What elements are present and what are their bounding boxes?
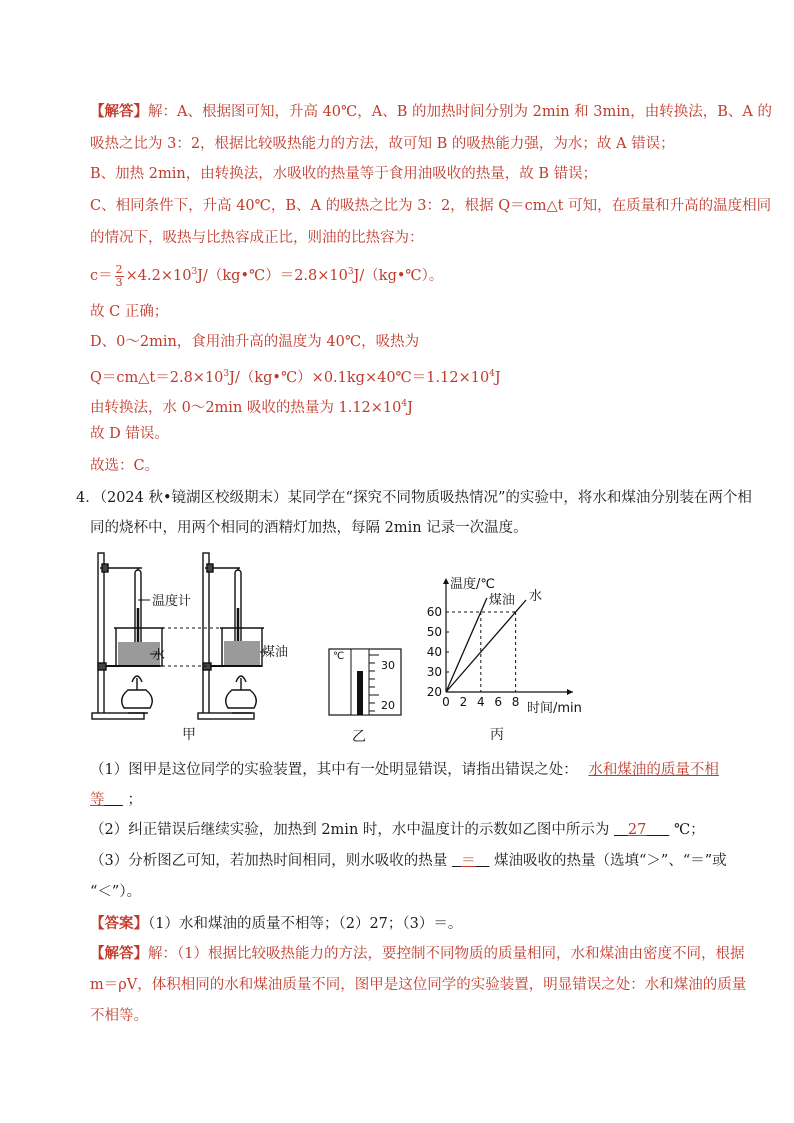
- solution-line-2: 吸热之比为 3：2，根据比较吸热能力的方法，故可知 B 的吸热能力强，为水；故 A 错误；: [90, 136, 675, 152]
- y-axis-arrow: [443, 578, 449, 584]
- solution-line-1: [90, 102, 772, 122]
- label-kerosene: 煤油: [262, 645, 289, 660]
- fraction: [115, 264, 124, 289]
- q3-line: [90, 851, 727, 871]
- solution-tag: 【解答】: [90, 103, 148, 120]
- x-tick-label: 6: [494, 695, 503, 709]
- q1-answer: 水和煤油的质量不相: [588, 762, 719, 778]
- thermometer-tick-20: 20: [381, 699, 395, 712]
- question-text: （2024 秋•镜湖区校级期末）某同学在“探究不同物质吸热情况”的实验中，将水和煤油分别装在两个相: [99, 490, 752, 506]
- y-tick-label: 30: [426, 665, 442, 679]
- formula-c: [90, 262, 443, 289]
- exponent: 3: [223, 369, 230, 379]
- y-axis-label: 温度/℃: [450, 577, 495, 592]
- y-tick-label: 20: [426, 685, 442, 699]
- solution-line-5: 的情况下，吸热与比热容成正比，则油的比热容为：: [90, 230, 424, 246]
- question-4-line-2: 同的烧杯中，用两个相同的酒精灯加热，每隔 2min 记录一次温度。: [90, 520, 528, 536]
- thermometer-unit: ℃: [333, 651, 345, 662]
- formula-q: [90, 364, 501, 388]
- q1-line: [90, 760, 719, 780]
- apparatus-figure: [90, 548, 290, 738]
- temperature-chart: [420, 574, 610, 724]
- q3-answer: ＝: [461, 853, 476, 869]
- solution2-line-2: m＝ρV，体积相同的水和煤油质量不同，图甲是这位同学的实验装置，明显错误之处：水和煤油的质量: [90, 977, 747, 993]
- answer-tag: 【答案】: [90, 915, 148, 932]
- q3-line-2: “＜”）。: [90, 884, 142, 900]
- formula-part: 由转换法，水 0～2min 吸收的热量为 1.12×10: [90, 400, 402, 416]
- q1-end: ；: [127, 792, 143, 808]
- fraction-numerator: 2: [115, 262, 123, 276]
- formula-part: ×4.2×10: [125, 268, 192, 284]
- x-axis-label: 时间/min: [527, 701, 582, 716]
- series-label: 煤油: [488, 593, 515, 608]
- series-line-water: [446, 600, 526, 692]
- solution2-line-3: 不相等。: [90, 1008, 148, 1024]
- formula-part: J: [407, 400, 413, 416]
- q3-text: （3）分析图乙可知，若加热时间相同，则水吸收的热量: [90, 853, 448, 869]
- y-tick-label: 60: [426, 605, 442, 619]
- exponent: 3: [347, 267, 354, 277]
- d-wrong: 故 D 错误。: [90, 426, 169, 442]
- caption-jia: 甲: [182, 727, 196, 743]
- solution2-line-1: [90, 944, 744, 964]
- y-tick-label: 50: [426, 625, 442, 639]
- formula-part: J/（kg•℃）×0.1kg×40℃＝1.12×10: [229, 370, 490, 386]
- exponent: 3: [191, 267, 198, 277]
- water-heat-line: [90, 394, 413, 418]
- q1-line-2: [90, 790, 142, 810]
- solution-text: 解：A、根据图可知，升高 40℃，A、B 的加热时间分别为 2min 和 3min，由转换法，B、A 的: [148, 104, 772, 120]
- series-label: 水: [529, 589, 543, 604]
- q3-text-cont: 煤油吸收的热量（选填“＞”、“＝”或: [494, 853, 727, 869]
- answer-line: [90, 914, 462, 934]
- q1-answer-cont: 等: [90, 792, 105, 808]
- solution-line-3: B、加热 2min，由转换法，水吸收的热量等于食用油吸收的热量，故 B 错误；: [90, 166, 598, 182]
- choice: 故选：C。: [90, 458, 160, 474]
- x-tick-label: 8: [511, 695, 520, 709]
- x-tick-label: 4: [476, 695, 485, 709]
- label-thermometer: 温度计: [152, 594, 192, 609]
- exponent: 4: [401, 399, 408, 409]
- formula-part: J/（kg•℃）＝2.8×10: [197, 268, 348, 284]
- y-tick-label: 40: [426, 645, 442, 659]
- label-water: 水: [152, 648, 166, 663]
- caption-bing: 丙: [490, 727, 504, 743]
- formula-part: J/（kg•℃）。: [353, 268, 444, 284]
- thermometer-tick-30: 30: [381, 659, 395, 672]
- q1-text: （1）图甲是这位同学的实验装置，其中有一处明显错误，请指出错误之处：: [90, 762, 578, 778]
- formula-part: J: [494, 370, 501, 386]
- fraction-denominator: 3: [115, 275, 123, 289]
- d-line: D、0～2min，食用油升高的温度为 40℃，吸热为: [90, 334, 420, 350]
- q2-line: [90, 820, 705, 840]
- exponent: 4: [489, 369, 495, 379]
- q2-unit: ℃；: [673, 822, 705, 838]
- x-axis-arrow: [567, 689, 573, 695]
- caption-yi: 乙: [352, 729, 366, 745]
- q2-answer: 27: [627, 822, 647, 838]
- question-number: 4．: [76, 490, 100, 506]
- solution2-tag: 【解答】: [90, 945, 148, 962]
- x-tick-label: 2: [459, 695, 468, 709]
- thermometer-closeup: [325, 645, 405, 720]
- solution-line-4: C、相同条件下，升高 40℃，B、A 的吸热之比为 3：2，根据 Q＝cm△t 可知，在质量和升高的温度相同: [90, 198, 772, 214]
- answer-text: （1）水和煤油的质量不相等；（2）27；（3）＝。: [148, 916, 463, 932]
- x-tick-label: 0: [442, 695, 450, 709]
- c-correct: 故 C 正确；: [90, 304, 169, 320]
- question-4-line-1: [76, 488, 752, 508]
- formula-prefix: c＝: [90, 268, 113, 284]
- q2-text: （2）纠正错误后继续实验，加热到 2min 时，水中温度计的示数如乙图中所示为: [90, 822, 610, 838]
- formula-part: Q＝cm△t＝2.8×10: [90, 370, 224, 386]
- solution2-text: 解：（1）根据比较吸热能力的方法，要控制不同物质的质量相同，水和煤油由密度不同，根据: [148, 946, 745, 962]
